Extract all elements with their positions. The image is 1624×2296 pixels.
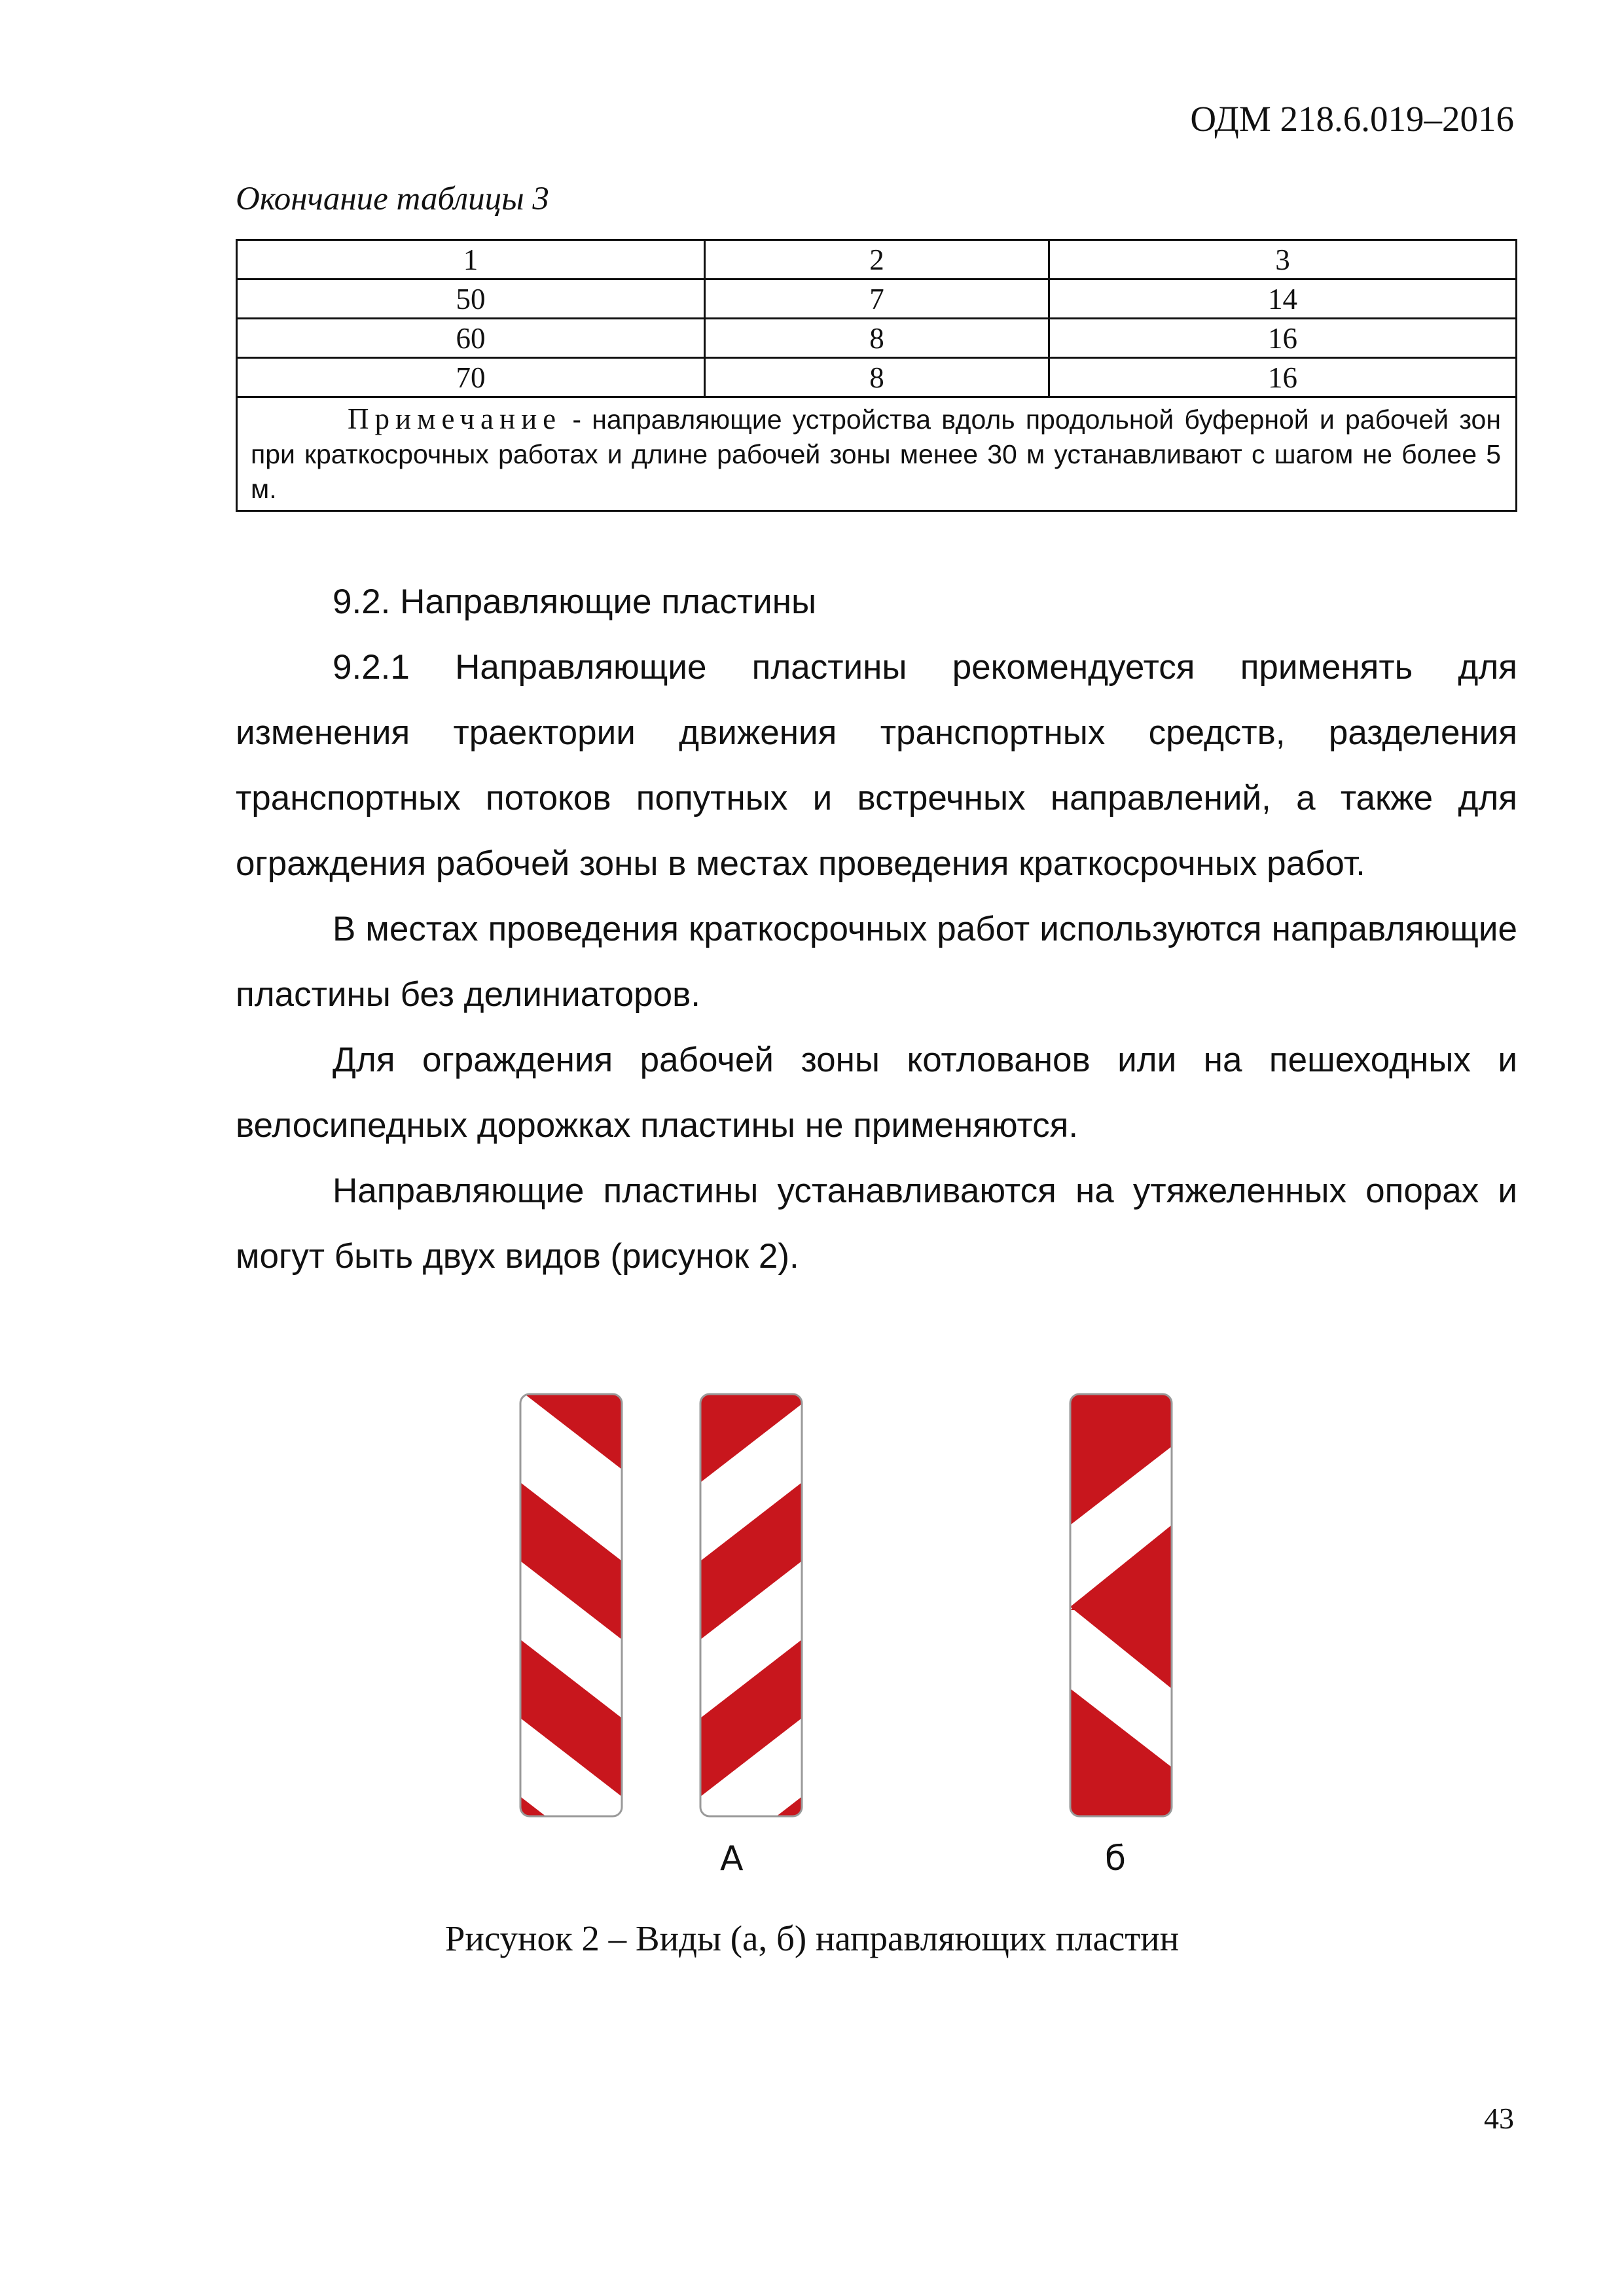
table-cell: 8 — [704, 319, 1049, 358]
table-caption: Окончание таблицы 3 — [236, 181, 549, 217]
figure-caption: Рисунок 2 – Виды (а, б) направляющих пластин — [444, 1918, 1180, 1958]
guide-plate-a-right — [700, 1391, 802, 1823]
paragraph: Для ограждения рабочей зоны котлованов или на пешеходных и велосипедных дорожках пластины не применяются. — [236, 1041, 1517, 1145]
guide-plate-a-left — [520, 1391, 622, 1823]
table-cell: 14 — [1049, 279, 1517, 319]
table-header-row — [237, 240, 1517, 279]
paragraph: 9.2.1 Направляющие пластины рекомендуется применять для изменения траектории движения транспортных средств, разделения транспортных потоков попутных и встречных направлений, а также для ограждения рабочей зоны в местах проведения краткосрочных работ. — [236, 648, 1517, 883]
table-header-cell: 2 — [704, 240, 1049, 279]
figure-label-b: б — [1105, 1839, 1127, 1878]
table-row — [237, 279, 1517, 319]
figure-label-a: А — [720, 1839, 744, 1878]
section-heading: 9.2. Направляющие пластины — [333, 583, 817, 621]
table-cell: 50 — [237, 279, 705, 319]
table-note-row — [237, 397, 1517, 511]
guide-plate-b — [1070, 1394, 1172, 1816]
guide-plates-illustration — [517, 1391, 1185, 1823]
table-cell: 60 — [237, 319, 705, 358]
table-note — [237, 397, 1517, 511]
table-row — [237, 319, 1517, 358]
table-cell: 70 — [237, 358, 705, 397]
data-table — [236, 239, 1517, 512]
section-body — [236, 569, 1517, 1289]
table-row — [237, 358, 1517, 397]
table-header-cell: 3 — [1049, 240, 1517, 279]
table-cell: 7 — [704, 279, 1049, 319]
figure-guide-plates — [517, 1391, 1185, 1826]
table-cell: 16 — [1049, 358, 1517, 397]
table-cell: 16 — [1049, 319, 1517, 358]
page-number: 43 — [1484, 2102, 1514, 2135]
note-text: - направляющие устройства вдоль продольной буферной и рабочей зон при краткосрочных работах и длине рабочей зоны менее 30 м устанавливают с шагом не более 5 м. — [251, 404, 1501, 504]
table-cell: 8 — [704, 358, 1049, 397]
document-code: ОДМ 218.6.019–2016 — [1190, 99, 1514, 139]
paragraph: В местах проведения краткосрочных работ используются направляющие пластины без делиниаторов. — [236, 910, 1517, 1014]
table-header-cell: 1 — [237, 240, 705, 279]
paragraph: Направляющие пластины устанавливаются на утяжеленных опорах и могут быть двух видов (рисунок 2). — [236, 1172, 1517, 1276]
note-label: Примечание — [348, 403, 562, 435]
